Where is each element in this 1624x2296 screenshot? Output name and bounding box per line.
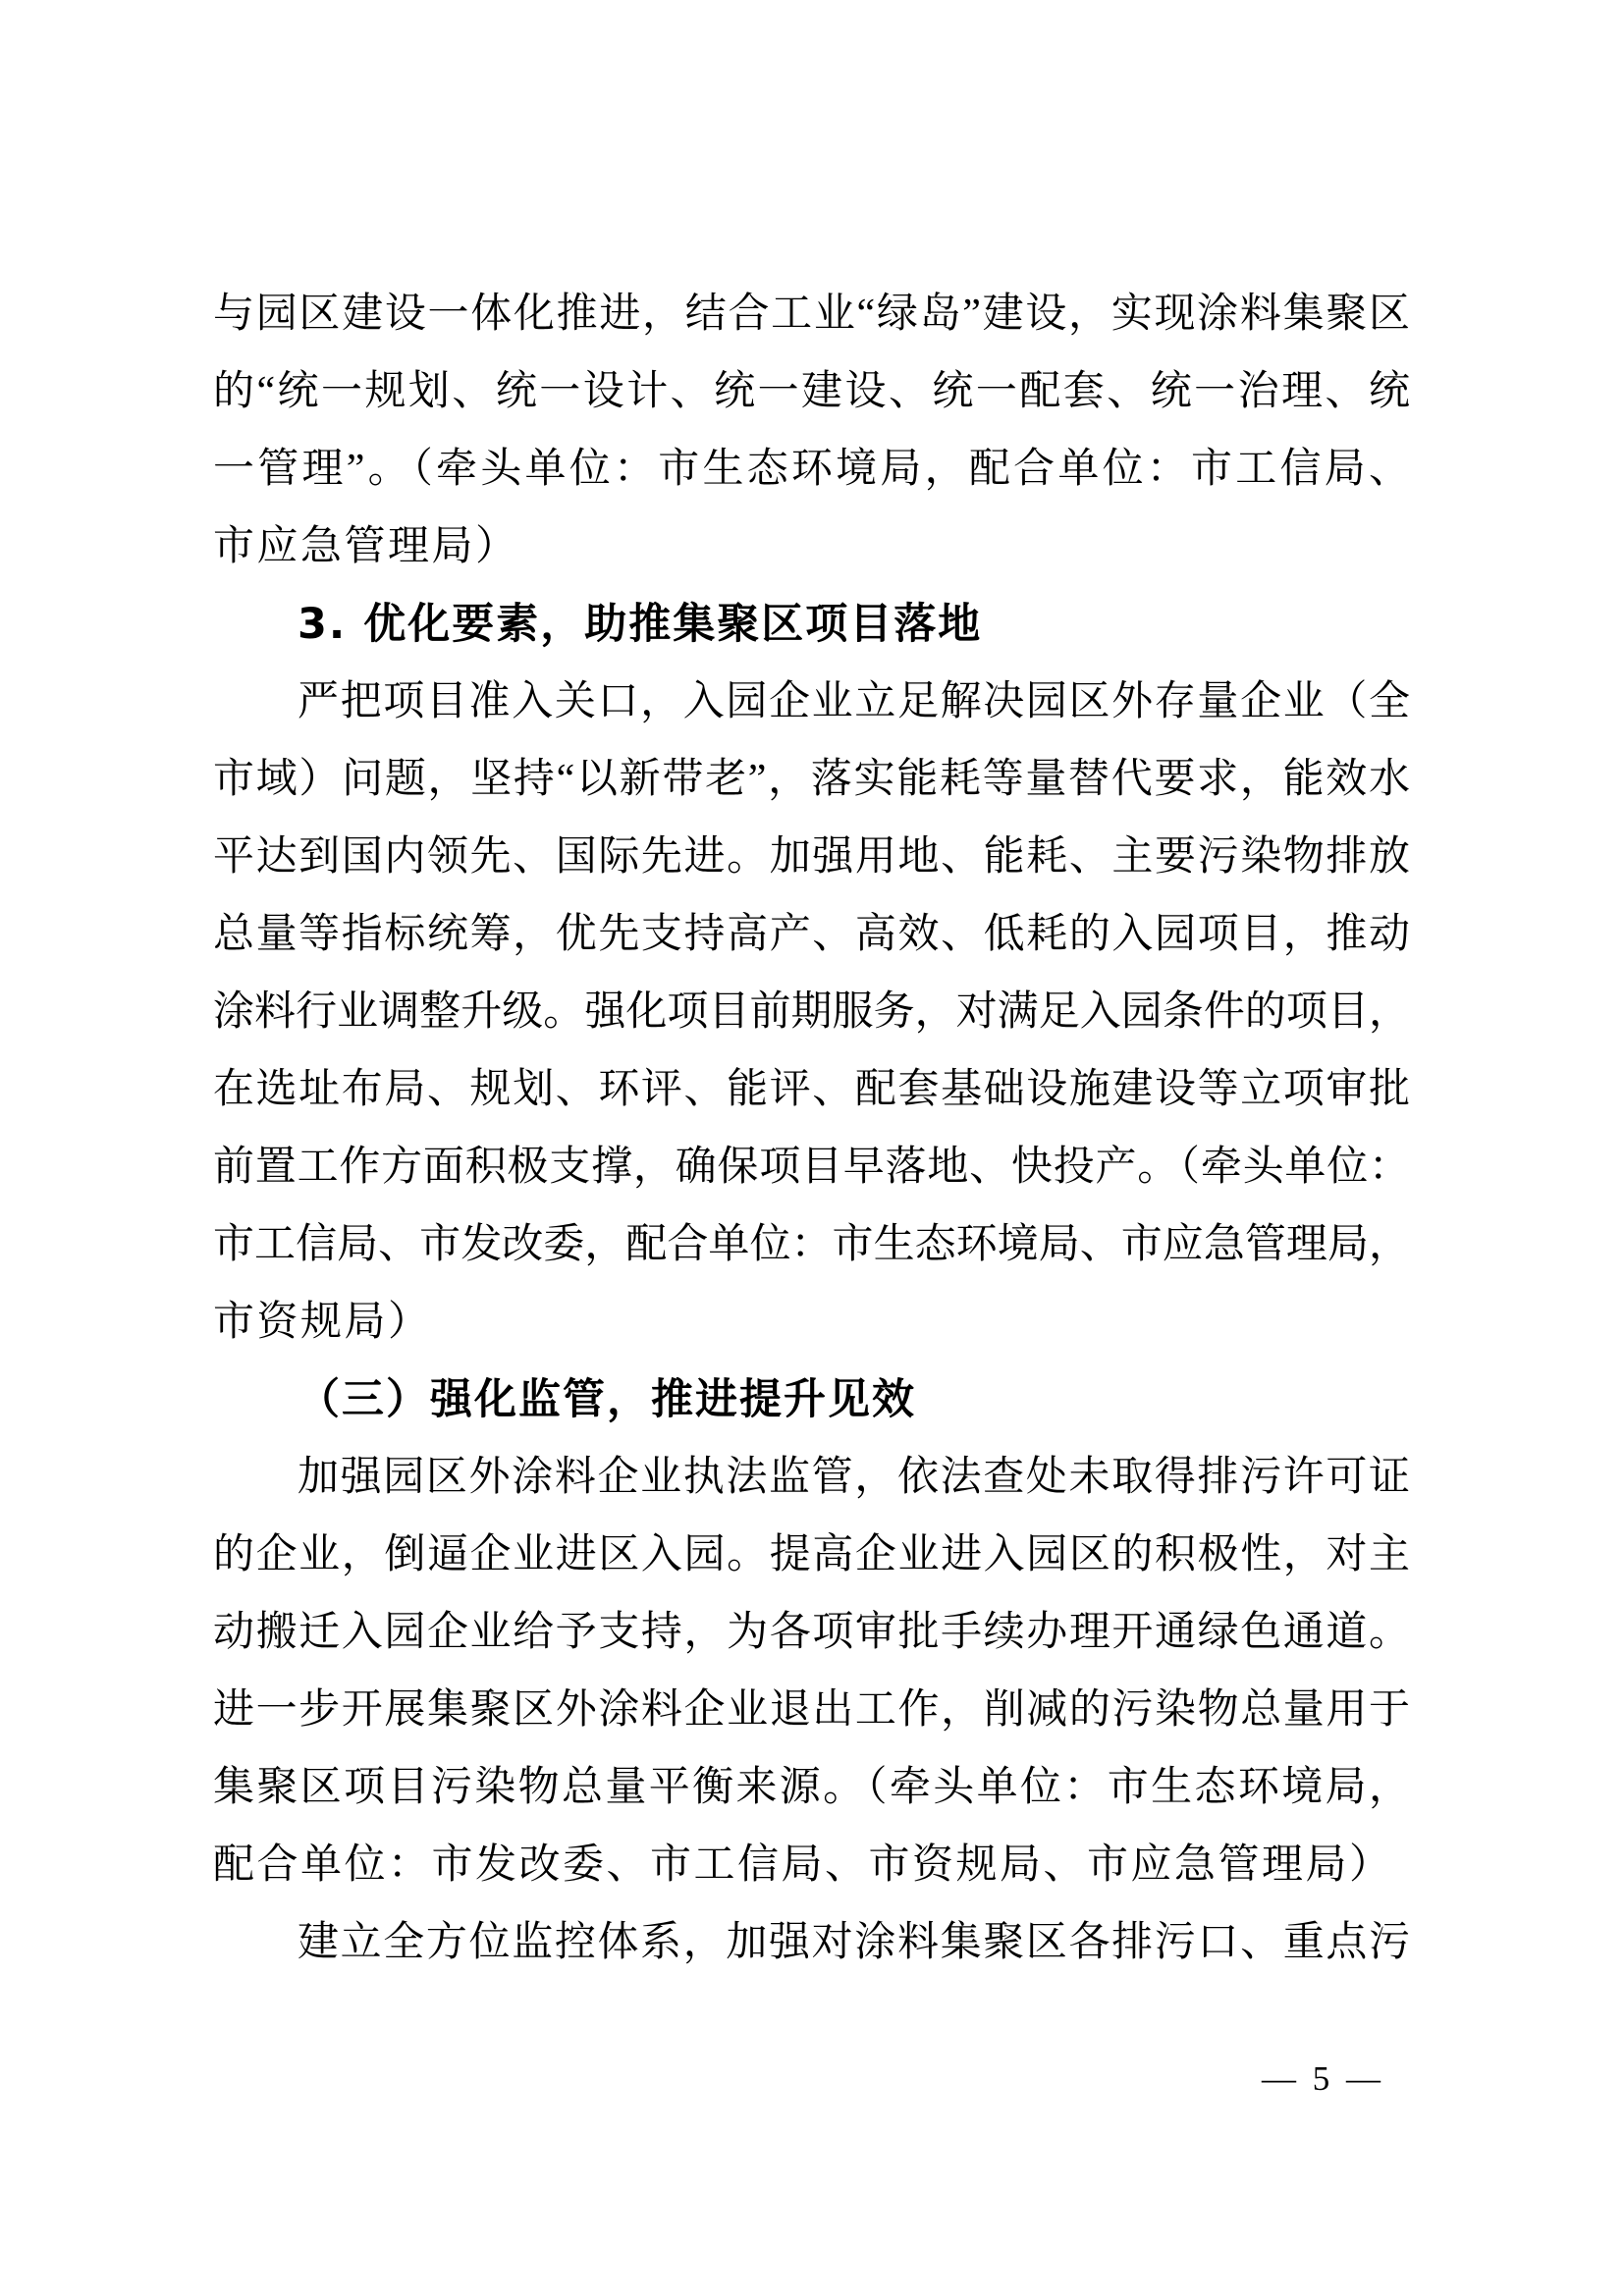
text-line: 前置工作方面积极支撑，确保项目早落地、快投产。（牵头单位：	[213, 1145, 1410, 1190]
text-line: 平达到国内领先、国际先进。加强用地、能耗、主要污染物排放	[213, 834, 1410, 880]
text-line: 动搬迁入园企业给予支持，为各项审批手续办理开通绿色通道。	[213, 1610, 1410, 1655]
numbered-section-heading: 3. 优化要素，助推集聚区项目落地	[298, 600, 983, 649]
page-footer	[1262, 2059, 1384, 2099]
paragraph-first-line: 严把项目准入关口，入园企业立足解决园区外存量企业（全	[298, 679, 1410, 724]
text-line: 市工信局、市发改委，配合单位：市生态环境局、市应急管理局，	[213, 1222, 1410, 1267]
paragraph-first-line: 加强园区外涂料企业执法监管，依法查处未取得排污许可证	[298, 1455, 1410, 1500]
text-line: 总量等指标统筹，优先支持高产、高效、低耗的入园项目，推动	[213, 912, 1410, 957]
text-line: 集聚区项目污染物总量平衡来源。（牵头单位：市生态环境局，	[213, 1765, 1410, 1810]
page-number: — 5 —	[1262, 2059, 1384, 2098]
text-line: 市域）问题，坚持“以新带老”，落实能耗等量替代要求，能效水	[213, 757, 1410, 802]
sub-section-heading: （三）强化监管，推进提升见效	[298, 1375, 916, 1424]
paragraph-first-line: 建立全方位监控体系，加强对涂料集聚区各排污口、重点污	[298, 1920, 1410, 1965]
text-line: 与园区建设一体化推进，结合工业“绿岛”建设，实现涂料集聚区	[213, 292, 1410, 337]
text-line: 配合单位：市发改委、市工信局、市资规局、市应急管理局）	[213, 1842, 1393, 1888]
document-body	[213, 276, 1410, 1982]
text-line: 的“统一规划、统一设计、统一建设、统一配套、统一治理、统	[213, 369, 1410, 414]
text-line: 进一步开展集聚区外涂料企业退出工作，削减的污染物总量用于	[213, 1687, 1410, 1733]
text-line: 在选址布局、规划、环评、能评、配套基础设施建设等立项审批	[213, 1067, 1410, 1112]
text-line: 涂料行业调整升级。强化项目前期服务，对满足入园条件的项目，	[213, 989, 1410, 1035]
text-line: 的企业，倒逼企业进区入园。提高企业进入园区的积极性，对主	[213, 1532, 1410, 1577]
text-line: 一管理”。（牵头单位：市生态环境局，配合单位：市工信局、	[213, 447, 1410, 492]
text-line: 市资规局）	[213, 1300, 432, 1345]
text-line: 市应急管理局）	[213, 524, 519, 569]
